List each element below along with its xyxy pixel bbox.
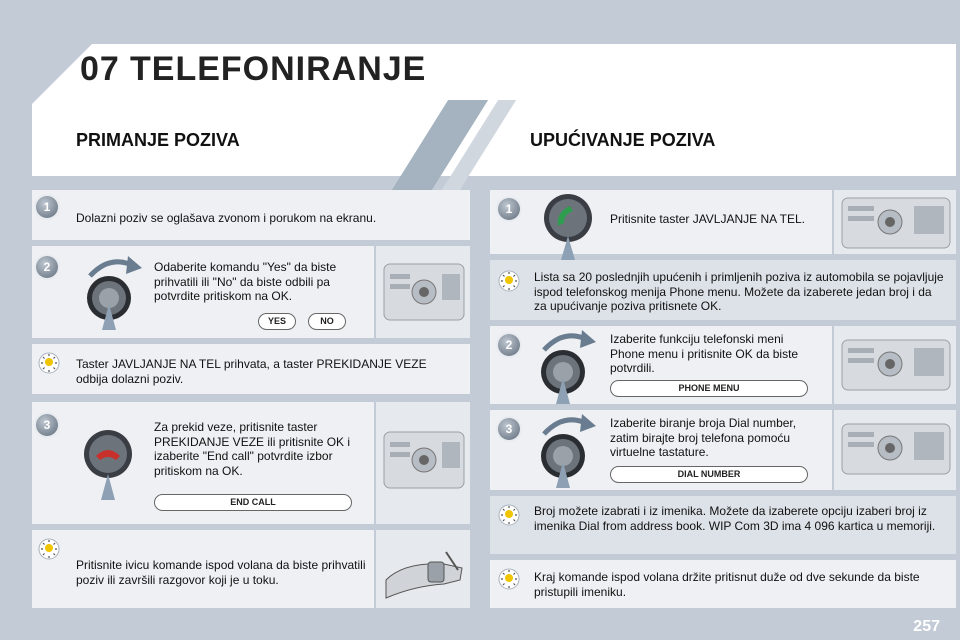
left-tip1-text: Taster JAVLJANJE NA TEL prihvata, a taster PREKIDANJE VEZE odbija dolazni poziv. <box>76 357 427 386</box>
left-tip2-text: Pritisnite ivicu komande ispod volana da biste prihvatili poziv ili završili razgovor koji je u toku. <box>76 558 366 587</box>
right-step3-text: Izaberite biranje broja Dial number, zatim birajte broj telefona pomoću virtuelne tastature. <box>610 416 797 459</box>
rotary-knob-icon <box>536 326 600 404</box>
right-step2-text: Izaberite funkciju telefonski meni Phone menu i pritisnite OK da biste potvrdili. <box>610 332 799 375</box>
left-step3-text: Za prekid veze, pritisnite taster PREKIDANJE VEZE ili pritisnite OK i izaberite "End call" potvrdite izbor pritiskom na OK. <box>154 420 351 478</box>
dial-number-label: DIAL NUMBER <box>610 466 808 483</box>
step-number-badge: 3 <box>498 418 520 440</box>
phone-menu-label: PHONE MENU <box>610 380 808 397</box>
step-number-badge: 1 <box>36 196 58 218</box>
left-step1-text: Dolazni poziv se oglašava zvonom i porukom na ekranu. <box>76 211 377 225</box>
radio-unit-icon <box>840 420 952 478</box>
radio-unit-icon <box>382 256 466 328</box>
answer-call-button-icon <box>540 192 600 260</box>
step-number-badge: 1 <box>498 198 520 220</box>
radio-unit-icon <box>382 424 466 496</box>
rotary-knob-icon <box>82 252 144 330</box>
chapter-number: 07 <box>80 50 120 88</box>
right-tip2-text: Broj možete izabrati i iz imenika. Možete da izaberete opciju izaberi broj iz imenika Dial from address book. WIP Com 3D ima 4 096 kartica u memoriji. <box>534 504 936 533</box>
lightbulb-tip-icon <box>498 270 520 292</box>
radio-unit-icon <box>840 336 952 394</box>
left-step2-text: Odaberite komandu "Yes" da biste prihvatili ili "No" da biste odbili pa potvrdite pritiskom na OK. <box>154 260 337 303</box>
lightbulb-tip-icon <box>498 568 520 590</box>
radio-unit-icon <box>840 194 952 252</box>
step-number-badge: 2 <box>498 334 520 356</box>
rotary-knob-icon <box>536 410 600 488</box>
no-label: NO <box>308 313 346 330</box>
step-number-badge: 3 <box>36 414 58 436</box>
lightbulb-tip-icon <box>38 352 60 374</box>
steering-stalk-icon <box>384 540 466 600</box>
lightbulb-tip-icon <box>38 538 60 560</box>
page-title: TELEFONIRANJE <box>130 50 427 88</box>
step-number-badge: 2 <box>36 256 58 278</box>
lightbulb-tip-icon <box>498 504 520 526</box>
section-title-make: UPUĆIVANJE POZIVA <box>530 130 716 150</box>
right-step1-text: Pritisnite taster JAVLJANJE NA TEL. <box>610 212 805 226</box>
right-tip1-text: Lista sa 20 poslednjih upućenih i primljenih poziva iz automobila se pojavljuje ispod telefonskog menija Phone menu. Možete da izaberete jedan broj i da za upućivanje poziva pritisnete OK. <box>534 270 944 313</box>
yes-label: YES <box>258 313 296 330</box>
right-tip3-text: Kraj komande ispod volana držite pritisnut duže od dve sekunde da biste pristupili imeniku. <box>534 570 920 599</box>
end-call-label: END CALL <box>154 494 352 511</box>
end-call-button-icon <box>80 426 142 500</box>
section-title-receive: PRIMANJE POZIVA <box>76 130 240 150</box>
page-number: 257 <box>913 618 940 635</box>
